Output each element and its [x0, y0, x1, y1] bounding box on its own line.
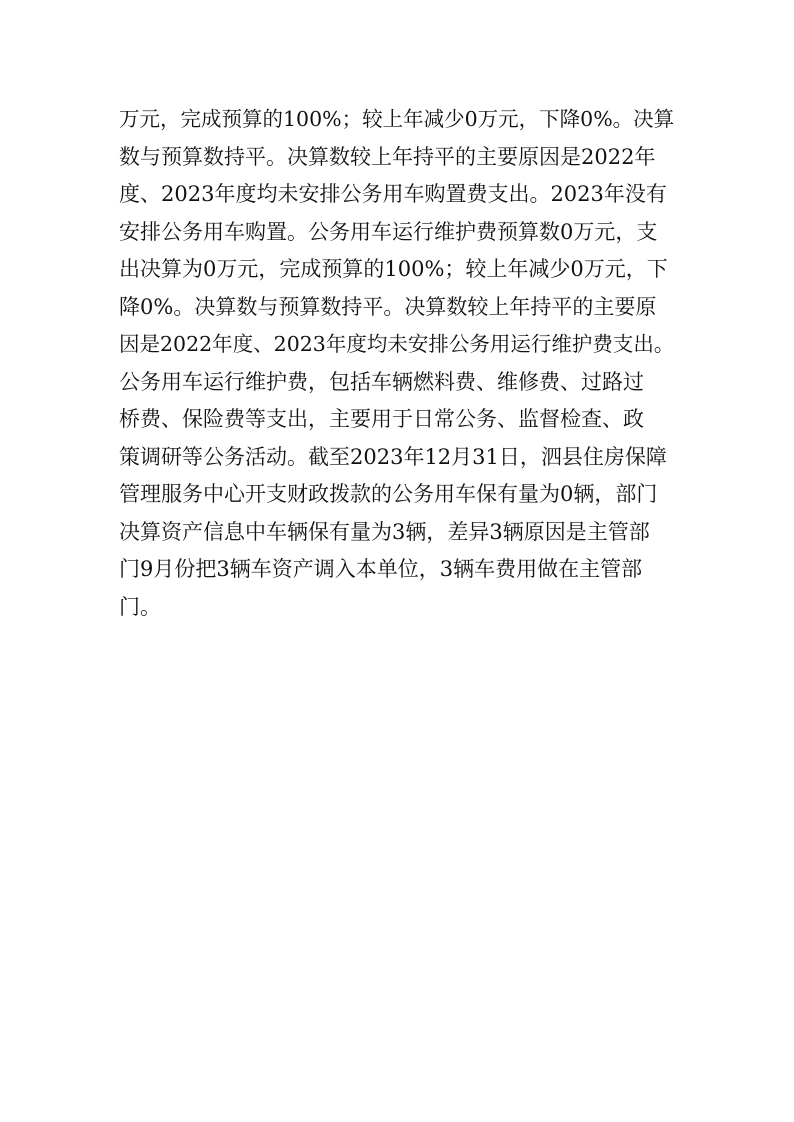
- text-line: 门9月份把3辆车资产调入本单位，3辆车费用做在主管部: [119, 557, 643, 581]
- text-line: 门。: [119, 594, 161, 619]
- text-line: 万元，完成预算的100%；较上年减少0万元，下降0%。决算: [119, 107, 675, 131]
- text-line: 策调研等公务活动。截至2023年12月31日，泗县住房保障: [119, 444, 667, 469]
- text-line: 公务用车运行维护费，包括车辆燃料费、维修费、过路过: [119, 369, 644, 394]
- text-line: 降0%。决算数与预算数持平。决算数较上年持平的主要原: [119, 294, 657, 319]
- text-line: 桥费、保险费等支出，主要用于日常公务、监督检查、政: [119, 407, 644, 431]
- text-line: 数与预算数持平。决算数较上年持平的主要原因是2022年: [119, 144, 656, 169]
- text-line: 决算资产信息中车辆保有量为3辆，差异3辆原因是主管部: [119, 519, 650, 544]
- text-line: 管理服务中心开支财政拨款的公务用车保有量为0辆，部门: [119, 482, 658, 506]
- text-line: 因是2022年度、2023年度均未安排公务用运行维护费支出。: [119, 332, 675, 356]
- text-line: 度、2023年度均未安排公务用车购置费支出。2023年没有: [119, 182, 667, 206]
- text-line: 出决算为0万元，完成预算的100%；较上年减少0万元，下: [119, 257, 668, 281]
- body-paragraph: [119, 101, 687, 626]
- text-line: 安排公务用车购置。公务用车运行维护费预算数0万元，支: [119, 219, 658, 244]
